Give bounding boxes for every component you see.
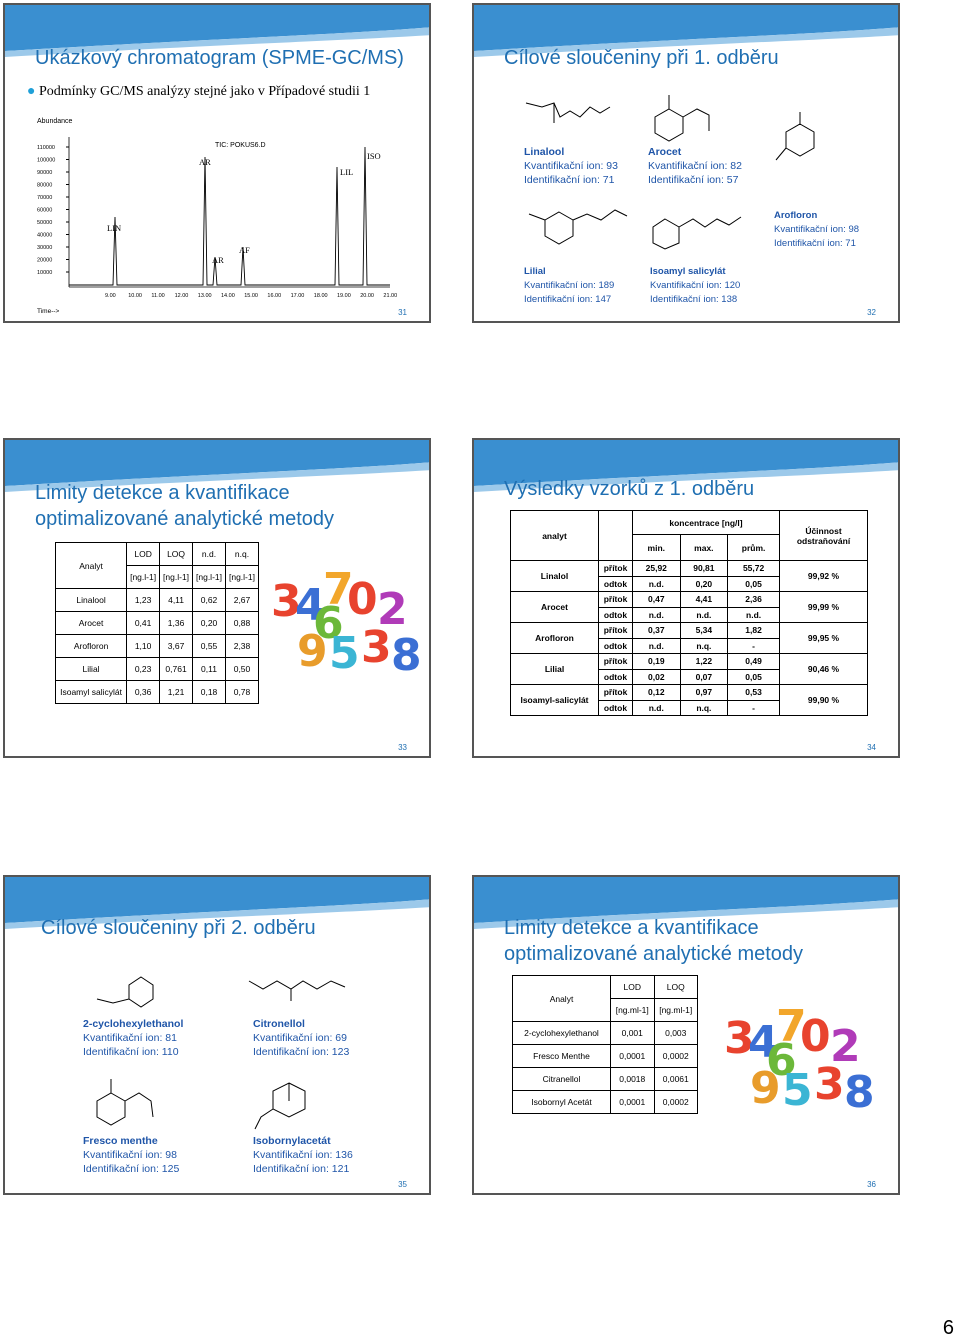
table-cell: 0,0002 bbox=[654, 1045, 698, 1068]
table-row bbox=[513, 1022, 698, 1045]
svg-text:3: 3 bbox=[361, 622, 392, 673]
slide-number: 36 bbox=[867, 1180, 876, 1189]
table-cell: 0,0061 bbox=[654, 1068, 698, 1091]
peak-label: LIL bbox=[340, 167, 354, 177]
table-cell: Arocet bbox=[56, 612, 127, 635]
peak-label: AR bbox=[212, 255, 224, 265]
svg-text:9: 9 bbox=[750, 1063, 781, 1114]
analyt-cell: Arofloron bbox=[511, 623, 599, 654]
citronellol-structure bbox=[245, 973, 355, 1009]
table-cell: odtok bbox=[599, 607, 633, 623]
x-tick-label: 18.00 bbox=[313, 293, 328, 299]
slide-title: Limity detekce a kvantifikace optimalizované analytické metody bbox=[504, 917, 804, 965]
unit: [ng.ml-1] bbox=[611, 999, 655, 1022]
header-efficiency: Účinnost odstraňování bbox=[780, 511, 868, 561]
slide-number: 31 bbox=[398, 308, 407, 317]
table-cell: odtok bbox=[599, 576, 633, 592]
x-tick-label: 12.00 bbox=[174, 293, 189, 299]
table-cell: 0,0001 bbox=[611, 1091, 655, 1114]
svg-text:0: 0 bbox=[347, 574, 378, 625]
compound-arofloron: Arofloron Kvantifikační ion: 98 Identifikační ion: 71 bbox=[774, 210, 860, 249]
efficiency-cell: 99,99 % bbox=[780, 592, 868, 623]
x-tick-label: 19.00 bbox=[337, 293, 351, 299]
table-cell: 0,0002 bbox=[654, 1091, 698, 1114]
table-cell: 0,20 bbox=[193, 612, 226, 635]
table-cell: - bbox=[728, 700, 780, 716]
unit: [ng.l-1] bbox=[225, 566, 258, 589]
table-cell: 0,49 bbox=[728, 654, 780, 670]
compound-cyclohexylethanol: 2-cyclohexylethanol Kvantifikační ion: 81 Identifikační ion: 110 bbox=[83, 1018, 184, 1058]
table-cell: 0,55 bbox=[193, 635, 226, 658]
compound-linalool: Linalool Kvantifikační ion: 93 Identifikační ion: 71 bbox=[524, 146, 618, 186]
x-tick-label: 17.00 bbox=[290, 293, 305, 299]
svg-text:8: 8 bbox=[391, 630, 422, 678]
svg-text:4: 4 bbox=[295, 580, 326, 631]
table-cell: n.d. bbox=[633, 700, 681, 716]
y-tick-label: 80000 bbox=[37, 182, 53, 189]
svg-text:3: 3 bbox=[724, 1013, 755, 1064]
slide-33 bbox=[3, 438, 431, 758]
slide-title: Výsledky vzorků z 1. odběru bbox=[504, 478, 755, 500]
table-cell: 0,47 bbox=[633, 592, 681, 608]
linalool-structure bbox=[524, 95, 614, 140]
table-row bbox=[56, 612, 259, 635]
table-row bbox=[56, 635, 259, 658]
x-tick-label: 9.00 bbox=[105, 293, 116, 299]
table-cell: 90,81 bbox=[680, 561, 728, 577]
table-cell: 55,72 bbox=[728, 561, 780, 577]
colorful-numbers-image bbox=[720, 995, 880, 1115]
compound-fresco-menthe: Fresco menthe Kvantifikační ion: 98 Identifikační ion: 125 bbox=[83, 1135, 180, 1175]
analyt-cell: Isoamyl-salicylát bbox=[511, 685, 599, 716]
cyclohexylethanol-structure bbox=[85, 973, 165, 1013]
x-tick-label: 16.00 bbox=[267, 293, 282, 299]
x-tick-label: 10.00 bbox=[128, 293, 142, 299]
table-cell: Fresco Menthe bbox=[513, 1045, 611, 1068]
slide-36 bbox=[472, 875, 900, 1195]
lilial-structure bbox=[519, 200, 634, 250]
table-cell: 0,78 bbox=[225, 681, 258, 704]
svg-text:2: 2 bbox=[830, 1021, 861, 1072]
table-cell: odtok bbox=[599, 638, 633, 654]
table-row bbox=[56, 681, 259, 704]
svg-text:2: 2 bbox=[377, 584, 408, 635]
slide-number: 35 bbox=[398, 1180, 407, 1189]
table-cell: 0,36 bbox=[127, 681, 160, 704]
table-cell: 0,0018 bbox=[611, 1068, 655, 1091]
analyt-cell: Linalol bbox=[511, 561, 599, 592]
table-cell: Arofloron bbox=[56, 635, 127, 658]
y-tick-label: 100000 bbox=[37, 157, 56, 164]
efficiency-cell: 99,90 % bbox=[780, 685, 868, 716]
table-cell: 0,23 bbox=[127, 658, 160, 681]
unit: [ng.l-1] bbox=[127, 566, 160, 589]
table-cell: 0,18 bbox=[193, 681, 226, 704]
table-row bbox=[511, 685, 868, 701]
arocet-structure bbox=[649, 83, 739, 143]
results-table bbox=[510, 510, 868, 716]
svg-text:0: 0 bbox=[800, 1011, 831, 1062]
header-prum: prům. bbox=[728, 535, 780, 561]
table-cell: Lilial bbox=[56, 658, 127, 681]
table-cell: 1,36 bbox=[160, 612, 193, 635]
table-cell: 2,67 bbox=[225, 589, 258, 612]
table-cell: 5,34 bbox=[680, 623, 728, 639]
efficiency-cell: 90,46 % bbox=[780, 654, 868, 685]
table-cell: 0,761 bbox=[160, 658, 193, 681]
y-tick-label: 20000 bbox=[37, 257, 53, 264]
fresco-menthe-structure bbox=[89, 1073, 169, 1133]
header-max: max. bbox=[680, 535, 728, 561]
colorful-numbers-image bbox=[267, 558, 427, 678]
table-cell: 1,23 bbox=[127, 589, 160, 612]
table-cell: 0,20 bbox=[680, 576, 728, 592]
header-nd: n.d. bbox=[193, 543, 226, 566]
table-cell: 1,22 bbox=[680, 654, 728, 670]
svg-text:6: 6 bbox=[313, 598, 344, 649]
header-lod: LOD bbox=[127, 543, 160, 566]
svg-text:9: 9 bbox=[297, 626, 328, 677]
y-tick-label: 60000 bbox=[37, 207, 53, 214]
table-row bbox=[511, 592, 868, 608]
slide-title: Cílové sloučeniny při 2. odběru bbox=[41, 917, 316, 939]
y-tick-label: 30000 bbox=[37, 245, 53, 251]
table-cell: n.q. bbox=[680, 638, 728, 654]
table-cell: 4,11 bbox=[160, 589, 193, 612]
table-cell: odtok bbox=[599, 669, 633, 685]
slide-32 bbox=[472, 3, 900, 323]
table-cell: 0,12 bbox=[633, 685, 681, 701]
svg-text:3: 3 bbox=[814, 1059, 845, 1110]
y-tick-label: 50000 bbox=[37, 220, 53, 226]
header-loq: LOQ bbox=[160, 543, 193, 566]
slide-title: Cílové sloučeniny při 1. odběru bbox=[504, 47, 779, 69]
table-cell: n.d. bbox=[633, 607, 681, 623]
chromatogram bbox=[35, 117, 400, 315]
unit: [ng.ml-1] bbox=[654, 999, 698, 1022]
slide-number: 34 bbox=[867, 743, 876, 752]
limits-table-2 bbox=[512, 975, 698, 1114]
analyt-cell: Arocet bbox=[511, 592, 599, 623]
compound-arocet: Arocet Kvantifikační ion: 82 Identifikační ion: 57 bbox=[648, 146, 742, 186]
table-row bbox=[513, 1091, 698, 1114]
svg-text:7: 7 bbox=[323, 564, 354, 615]
x-tick-label: 20.00 bbox=[360, 293, 374, 299]
svg-text:3: 3 bbox=[271, 576, 302, 627]
svg-text:5: 5 bbox=[329, 628, 360, 678]
table-cell: n.d. bbox=[633, 638, 681, 654]
efficiency-cell: 99,92 % bbox=[780, 561, 868, 592]
table-cell: 0,88 bbox=[225, 612, 258, 635]
peak-label: LIN bbox=[107, 223, 122, 233]
svg-text:6: 6 bbox=[766, 1035, 797, 1086]
table-cell: n.d. bbox=[633, 576, 681, 592]
table-cell: - bbox=[728, 638, 780, 654]
x-tick-label: 21.00 bbox=[383, 293, 398, 299]
header-min: min. bbox=[633, 535, 681, 561]
table-cell: odtok bbox=[599, 700, 633, 716]
table-cell: 1,82 bbox=[728, 623, 780, 639]
compound-citronellol: Citronellol Kvantifikační ion: 69 Identifikační ion: 123 bbox=[253, 1018, 350, 1058]
table-cell: 2,38 bbox=[225, 635, 258, 658]
table-row bbox=[56, 589, 259, 612]
efficiency-cell: 99,95 % bbox=[780, 623, 868, 654]
table-cell: 0,003 bbox=[654, 1022, 698, 1045]
table-cell: 25,92 bbox=[633, 561, 681, 577]
table-cell: přítok bbox=[599, 592, 633, 608]
slide-35 bbox=[3, 875, 431, 1195]
table-cell: přítok bbox=[599, 654, 633, 670]
bullet-text: ● Podmínky GC/MS analýzy stejné jako v Případové studii 1 bbox=[27, 84, 371, 99]
table-cell: Isobornyl Acetát bbox=[513, 1091, 611, 1114]
arofloron-structure bbox=[774, 110, 834, 170]
x-tick-label: 14.00 bbox=[221, 293, 235, 299]
header-analyt: Analyt bbox=[513, 976, 611, 1022]
x-tick-label: 13.00 bbox=[197, 293, 212, 299]
y-tick-label: 70000 bbox=[37, 195, 53, 201]
table-cell: n.d. bbox=[728, 607, 780, 623]
table-cell: 0,50 bbox=[225, 658, 258, 681]
isobornylacetate-structure bbox=[249, 1073, 329, 1133]
table-cell: n.q. bbox=[680, 700, 728, 716]
table-row bbox=[511, 623, 868, 639]
slide-title: Ukázkový chromatogram (SPME-GC/MS) bbox=[35, 47, 404, 69]
table-cell: 2,36 bbox=[728, 592, 780, 608]
header-loq: LOQ bbox=[654, 976, 698, 999]
table-cell: Linalool bbox=[56, 589, 127, 612]
svg-text:4: 4 bbox=[748, 1017, 779, 1068]
y-tick-label: 10000 bbox=[37, 270, 53, 276]
table-row bbox=[511, 654, 868, 670]
slide-number: 33 bbox=[398, 743, 407, 752]
table-cell: 0,97 bbox=[680, 685, 728, 701]
isoamyl-salicylate-structure bbox=[649, 205, 749, 250]
header-concentration: koncentrace [ng/l] bbox=[633, 511, 780, 535]
table-cell: n.d. bbox=[680, 607, 728, 623]
abundance-label: Abundance bbox=[37, 118, 73, 125]
table-cell: 0,001 bbox=[611, 1022, 655, 1045]
table-cell: 1,21 bbox=[160, 681, 193, 704]
table-row bbox=[513, 1068, 698, 1091]
table-cell: přítok bbox=[599, 623, 633, 639]
y-tick-label: 110000 bbox=[37, 145, 55, 151]
table-cell: 0,05 bbox=[728, 669, 780, 685]
table-cell: přítok bbox=[599, 561, 633, 577]
table-cell: 0,05 bbox=[728, 576, 780, 592]
table-cell: Isoamyl salicylát bbox=[56, 681, 127, 704]
slide-34 bbox=[472, 438, 900, 758]
table-cell: 0,41 bbox=[127, 612, 160, 635]
peak-label: ISO bbox=[367, 151, 381, 161]
y-tick-label: 90000 bbox=[37, 170, 53, 176]
table-cell: 0,62 bbox=[193, 589, 226, 612]
svg-text:5: 5 bbox=[782, 1065, 813, 1115]
table-cell: Citranellol bbox=[513, 1068, 611, 1091]
svg-text:7: 7 bbox=[776, 1001, 807, 1052]
table-cell: přítok bbox=[599, 685, 633, 701]
tic-label: TIC: POKUS6.D bbox=[215, 142, 266, 149]
compound-lilial: Lilial Kvantifikační ion: 189 Identifikační ion: 147 bbox=[524, 266, 615, 305]
header-lod: LOD bbox=[611, 976, 655, 999]
y-tick-label: 40000 bbox=[37, 232, 53, 239]
slide-31 bbox=[3, 3, 431, 323]
table-row bbox=[513, 1045, 698, 1068]
slide-number: 32 bbox=[867, 308, 876, 317]
table-cell: 3,67 bbox=[160, 635, 193, 658]
svg-text:8: 8 bbox=[844, 1067, 875, 1115]
header-analyt: Analyt bbox=[56, 543, 127, 589]
compound-isobornylacetate: Isobornylacetát Kvantifikační ion: 136 Identifikační ion: 121 bbox=[253, 1135, 353, 1175]
slide-title: Limity detekce a kvantifikace optimalizované analytické metody bbox=[35, 482, 335, 530]
bullet-icon: ● bbox=[27, 84, 39, 99]
header-analyt: analyt bbox=[511, 511, 599, 561]
table-cell: 0,0001 bbox=[611, 1045, 655, 1068]
x-tick-label: 11.00 bbox=[151, 293, 165, 299]
table-cell: 0,19 bbox=[633, 654, 681, 670]
table-cell: 0,07 bbox=[680, 669, 728, 685]
x-tick-label: 15.00 bbox=[244, 293, 258, 299]
page-number: 6 bbox=[942, 1317, 954, 1339]
table-row bbox=[56, 658, 259, 681]
table-cell: 4,41 bbox=[680, 592, 728, 608]
limits-table bbox=[55, 542, 259, 704]
compound-isoamyl-salicylate: Isoamyl salicylát Kvantifikační ion: 120 Identifikační ion: 138 bbox=[650, 266, 741, 305]
peak-label: AR bbox=[199, 157, 211, 167]
unit: [ng.l-1] bbox=[193, 566, 226, 589]
analyt-cell: Lilial bbox=[511, 654, 599, 685]
peak-label: AF bbox=[239, 245, 250, 255]
table-row bbox=[511, 561, 868, 577]
unit: [ng.l-1] bbox=[160, 566, 193, 589]
table-cell: 0,53 bbox=[728, 685, 780, 701]
table-cell: 0,11 bbox=[193, 658, 226, 681]
table-cell: 0,37 bbox=[633, 623, 681, 639]
header-nq: n.q. bbox=[225, 543, 258, 566]
table-cell: 0,02 bbox=[633, 669, 681, 685]
table-cell: 2-cyclohexylethanol bbox=[513, 1022, 611, 1045]
time-label: Time--> bbox=[37, 308, 60, 315]
table-cell: 1,10 bbox=[127, 635, 160, 658]
